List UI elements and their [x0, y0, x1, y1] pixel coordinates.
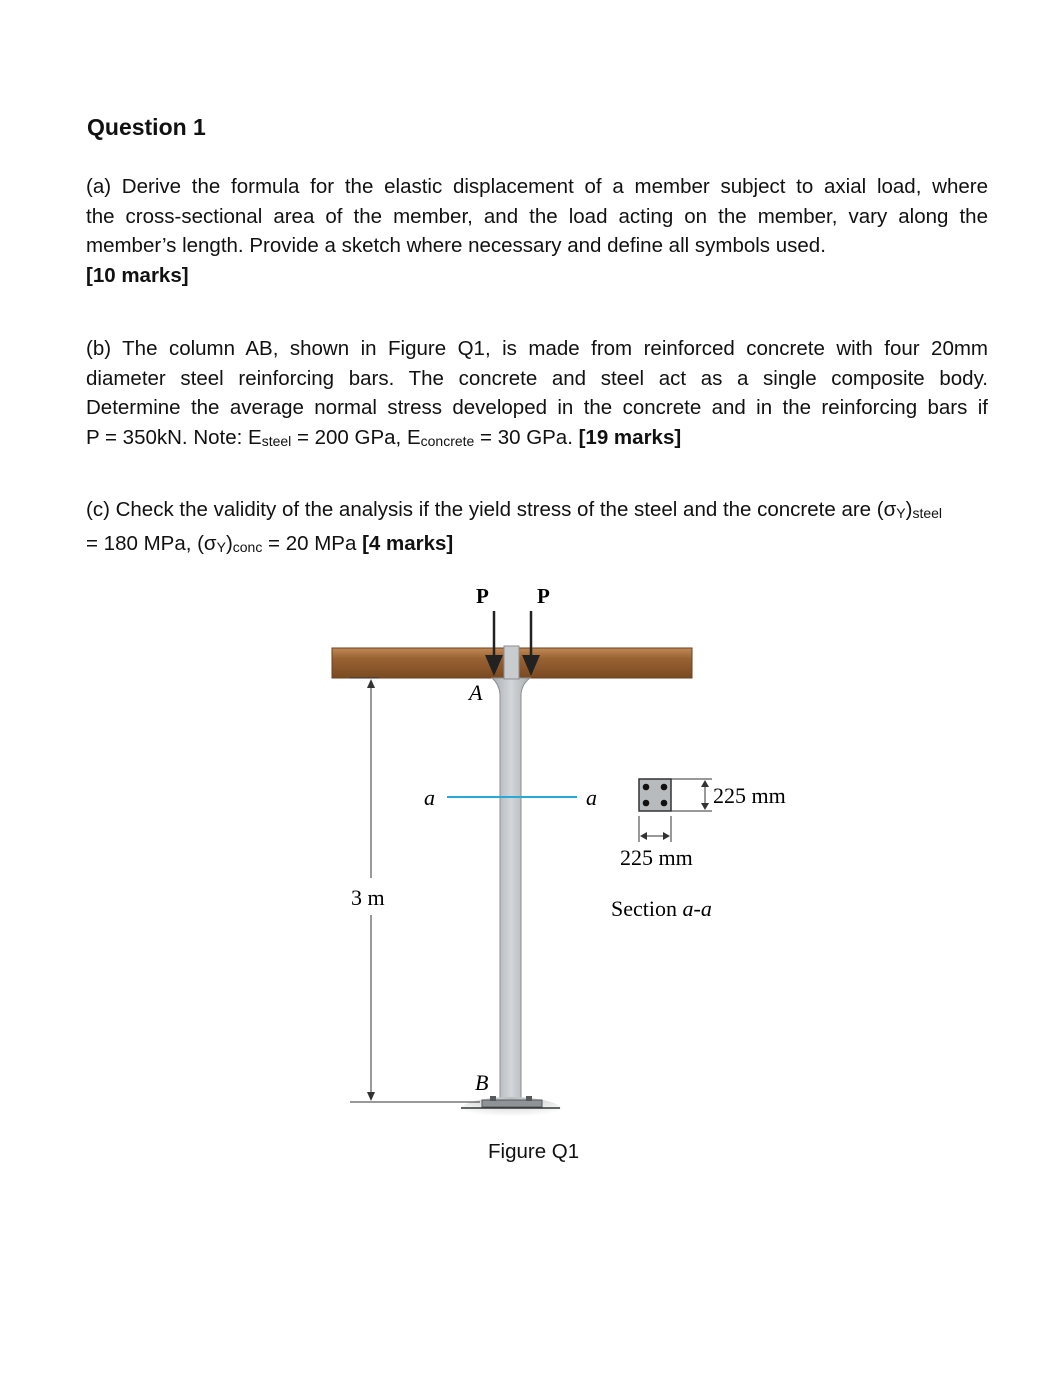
sub-steel-yield: steel [912, 505, 943, 521]
part-a-line-3: member’s length. Provide a sketch where necessary and define all symbols used. [86, 234, 826, 257]
rebar-dot [661, 800, 668, 807]
section-mark-right: a [586, 785, 597, 810]
sub-steel: steel [261, 432, 292, 449]
height-dim-label: 3 m [351, 885, 385, 910]
part-c-line-2-mid: = 20 MPa [262, 531, 363, 555]
part-b-line-1: (b) The column AB, shown in Figure Q1, is made from reinforced concrete with four 20mm [86, 337, 988, 360]
section-title-italic: a-a [682, 896, 712, 921]
part-b-line-2: diameter steel reinforcing bars. The concrete and steel act as a single composite body. [86, 366, 988, 390]
rebar-dot [643, 800, 650, 807]
cross-section [639, 779, 671, 811]
figure-caption: Figure Q1 [488, 1140, 580, 1163]
point-a-label: A [469, 680, 483, 705]
section-width-label: 225 mm [620, 845, 693, 870]
part-b-line-4-start: P = 350kN. Note: E [86, 425, 262, 449]
sub-y-2: Y [216, 538, 226, 555]
part-c-line-1-start: (c) Check the validity of the analysis if the yield stress of the steel and the concrete are (σ [86, 498, 897, 521]
sub-y: Y [896, 505, 906, 521]
part-a-marks: [10 marks] [86, 263, 189, 287]
part-a-line-1: (a) Derive the formula for the elastic displacement of a member subject to axial load, where [86, 175, 988, 198]
load-label-right: P [537, 584, 550, 608]
section-height-dim [671, 779, 712, 811]
part-c-line-2-start: = 180 MPa, (σ [86, 531, 217, 555]
load-label-left: P [476, 584, 489, 608]
rebar-dot [661, 784, 668, 791]
column-ab [492, 646, 530, 1098]
paren-close: ) [905, 498, 913, 521]
sub-conc: conc [232, 538, 263, 555]
sub-concrete: concrete [420, 432, 475, 449]
rebar-dot [643, 784, 650, 791]
part-b-marks: [19 marks] [578, 425, 682, 449]
base-plate [482, 1100, 542, 1107]
anchor-bolt [526, 1096, 532, 1101]
section-height-label: 225 mm [713, 783, 786, 808]
section-title [611, 896, 712, 921]
part-b-line-3: Determine the average normal stress developed in the concrete and in the reinforcing bars if [86, 396, 988, 419]
part-b-mid-1: = 200 GPa, E [291, 425, 421, 449]
section-mark-left: a [424, 785, 435, 810]
question-title: Question 1 [87, 114, 206, 140]
paren-close-2: ) [225, 531, 233, 555]
point-b-label: B [475, 1070, 489, 1095]
anchor-bolt [490, 1096, 496, 1101]
part-a-line-2: the cross-sectional area of the member, and the load acting on the member, vary along the [86, 204, 988, 228]
part-b-mid-2: = 30 GPa. [474, 425, 579, 449]
part-c-marks: [4 marks] [362, 531, 454, 555]
section-title-text: Section [611, 896, 683, 921]
section-width-dim [639, 816, 671, 842]
column-top-block [504, 646, 519, 679]
